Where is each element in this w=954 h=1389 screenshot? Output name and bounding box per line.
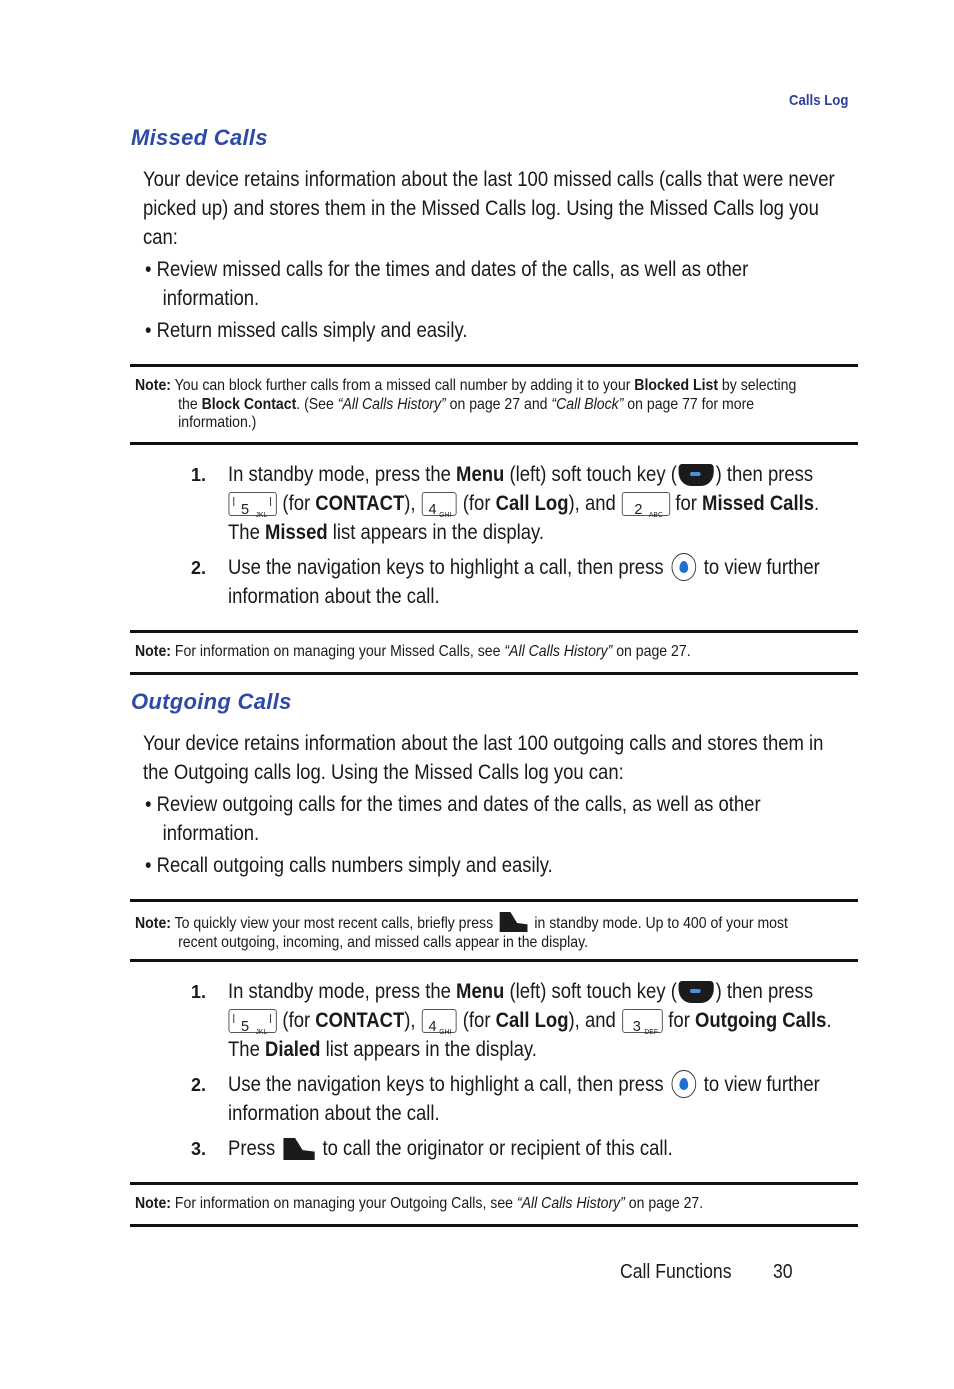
missed-intro: Your device retains information about the last 100 missed calls (calls that were never picked up) and stores them in the Missed Calls log. Using the Missed Calls log you can: [143, 168, 835, 249]
page-number: 30 [773, 1261, 793, 1283]
menu-softkey-icon [679, 464, 714, 486]
outgoing-step-1: In standby mode, press the Menu (left) soft touch key ( ) then press 5 JKL (for CONTACT), 4 GHI (for Call Log), and 3 DEF for Outgoing Calls. The Dialed list appears in the display. [228, 980, 832, 1061]
key-2-icon: 2 ABC [621, 492, 669, 516]
running-header: Calls Log [789, 92, 849, 109]
key-4-icon: 4 GHI [422, 1009, 457, 1033]
missed-step-2: Use the navigation keys to highlight a call, then press to view further information about the call. [228, 553, 901, 611]
divider [130, 442, 858, 445]
key-3-icon: 3 DEF [622, 1009, 663, 1033]
missed-step-1: In standby mode, press the Menu (left) soft touch key ( ) then press 5 JKL (for CONTACT), 4 GHI (for Call Log), and 2 ABC for Missed Calls. The Missed list appears in the display. [228, 463, 820, 544]
send-key-icon [283, 1138, 315, 1160]
note-label: Note: [135, 377, 171, 394]
divider [130, 672, 858, 675]
footer-chapter: Call Functions [620, 1261, 732, 1283]
outgoing-step-3: Press to call the originator or recipient of this call. [228, 1137, 673, 1160]
menu-softkey-icon [679, 981, 714, 1003]
divider [130, 959, 858, 962]
missed-bullet-2: • Return missed calls simply and easily. [145, 319, 468, 342]
outgoing-bullet-1: • Review outgoing calls for the times and dates of the calls, as well as other information. [145, 793, 761, 845]
ok-key-icon [671, 1070, 696, 1098]
divider [130, 630, 858, 633]
outgoing-bullet-2: • Recall outgoing calls numbers simply and easily. [145, 854, 553, 877]
step-number: 1. [191, 465, 207, 485]
divider [130, 1224, 858, 1227]
send-key-icon [500, 912, 528, 932]
divider [130, 899, 858, 902]
missed-note-2: Note: For information on managing your Missed Calls, see “All Calls History” on page 27. [135, 643, 691, 660]
key-5-icon: 5 JKL [228, 1009, 276, 1033]
outgoing-note-block: Note: To quickly view your most recent calls, briefly press in standby mode. Up to 400 of your most recent outgoing, incoming, and missed calls appear in the display. [135, 912, 877, 952]
step-number: 2. [191, 1075, 207, 1095]
step-number: 3. [191, 1139, 207, 1159]
step-number: 2. [191, 558, 207, 578]
outgoing-note-2: Note: For information on managing your Outgoing Calls, see “All Calls History” on page 27. [135, 1195, 704, 1212]
divider [130, 1182, 858, 1185]
key-5-icon: 5 JKL [228, 492, 276, 516]
missed-calls-title: Missed Calls [131, 125, 268, 150]
step-number: 1. [191, 982, 207, 1002]
ok-key-icon [671, 553, 696, 581]
missed-note-block: Note: You can block further calls from a missed call number by adding it to your Blocked List by selecting the Block Contact. (See “All Calls History” on page 27 and “Call Block” on page 77 for more information.) [135, 377, 797, 431]
outgoing-intro: Your device retains information about the last 100 outgoing calls and stores them in the Outgoing calls log. Using the Missed Calls log you can: [143, 732, 824, 784]
outgoing-calls-title: Outgoing Calls [131, 689, 292, 714]
outgoing-step-2: Use the navigation keys to highlight a call, then press to view further information about the call. [228, 1070, 901, 1128]
key-4-icon: 4 GHI [422, 492, 457, 516]
missed-bullet-1: • Review missed calls for the times and dates of the calls, as well as other information. [145, 258, 749, 310]
divider [130, 364, 858, 367]
